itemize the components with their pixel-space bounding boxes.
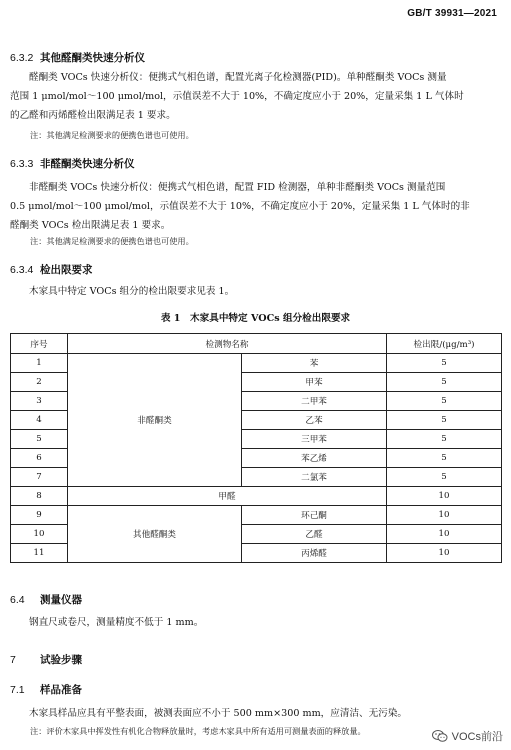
substance-cell: 二甲苯 [242,392,387,411]
table-header-row [11,334,502,354]
header-cell: 序号 [11,334,68,354]
row-number-cell: 10 [11,525,68,544]
substance-cell: 二氯苯 [242,468,387,487]
section-title: 测量仪器 [40,594,82,606]
section-heading-6-3-3 [10,156,135,171]
substance-cell: 乙苯 [242,411,387,430]
row-number-cell: 8 [11,487,68,506]
note-7-1: 注：评价木家具中挥发性有机化合物释放量时，考虑木家具中所有适用可测量表面的释放量。 [30,726,366,736]
limit-cell: 5 [387,430,502,449]
limit-cell: 10 [387,506,502,525]
section-heading-7-1 [10,682,82,697]
section-title: 试验步骤 [40,654,82,666]
substance-cell: 三甲苯 [242,430,387,449]
row-number-cell: 5 [11,430,68,449]
section-heading-6-3-2 [10,50,145,65]
limit-cell: 10 [387,525,502,544]
row-number-cell: 1 [11,354,68,373]
limit-cell: 5 [387,449,502,468]
limit-cell: 5 [387,468,502,487]
substance-cell: 甲苯 [242,373,387,392]
section-number: 7 [10,654,16,666]
row-number-cell: 6 [11,449,68,468]
section-heading-6-4 [10,592,82,607]
limit-cell: 10 [387,544,502,563]
table-title: 表 1 木家具中特定 VOCs 组分检出限要求 [160,313,351,324]
standard-number: GB/T 39931—2021 [407,8,497,19]
paragraph-line: 范围 1 μmol/mol～100 μmol/mol，示值误差不大于 10%，不确定度应小于 20%，定量采集 1 L 气体时 [10,91,464,102]
section-number: 6.4 [10,594,25,606]
row-number-cell: 2 [11,373,68,392]
paragraph-line: 醛酮类 VOCs 快速分析仪：便携式气相色谱，配置光离子化检测器(PID)。单种醛酮类 VOCs 测量 [29,72,447,83]
paragraph-7-1: 木家具样品应具有平整表面，被测表面应不小于 500 mm×300 mm，应清洁、无污染。 [29,708,408,719]
section-number: 7.1 [10,684,25,696]
group-label-cell: 其他醛酮类 [68,506,242,563]
section-number: 6.3.4 [10,264,34,276]
header-cell: 检出限/(μg/m³) [387,334,502,354]
row-number-cell: 7 [11,468,68,487]
limit-cell: 10 [387,487,502,506]
paragraph-6-3-4: 木家具中特定 VOCs 组分的检出限要求见表 1。 [29,286,235,297]
note-6-3-3: 注：其他满足检测要求的便携色谱也可使用。 [30,236,194,246]
paragraph-line: 非醛酮类 VOCs 快速分析仪：便携式气相色谱，配置 FID 检测器，单种非醛酮类 VOCs 测量范围 [29,182,446,193]
section-number: 6.3.2 [10,52,34,64]
wechat-icon [432,729,448,743]
note-6-3-2: 注：其他满足检测要求的便携色谱也可使用。 [30,130,194,140]
section-title: 检出限要求 [40,264,93,276]
substance-cell: 苯乙烯 [242,449,387,468]
substance-cell: 苯 [242,354,387,373]
limit-cell: 5 [387,354,502,373]
section-heading-7 [10,652,82,667]
section-title: 其他醛酮类快速分析仪 [40,52,145,64]
paragraph-6-3-3 [10,178,501,235]
row-number-cell: 4 [11,411,68,430]
group-label-cell: 非醛酮类 [68,354,242,487]
substance-cell: 乙醛 [242,525,387,544]
limit-cell: 5 [387,411,502,430]
section-title: 非醛酮类快速分析仪 [40,158,135,170]
substance-cell: 甲醛 [68,487,387,506]
row-number-cell: 3 [11,392,68,411]
row-number-cell: 9 [11,506,68,525]
paragraph-6-4: 钢直尺或卷尺，测量精度不低于 1 mm。 [29,617,204,628]
limit-cell: 5 [387,373,502,392]
paragraph-line: 的乙醛和丙烯醛检出限满足表 1 要求。 [10,110,176,121]
paragraph-line: 醛酮类 VOCs 检出限满足表 1 要求。 [10,220,171,231]
section-number: 6.3.3 [10,158,34,170]
limit-cell: 5 [387,392,502,411]
detection-limit-table [10,333,502,563]
paragraph-6-3-2 [10,68,501,125]
table-row [11,354,502,373]
watermark [432,728,503,744]
watermark-text: VOCs前沿 [451,731,503,743]
substance-cell: 丙烯醛 [242,544,387,563]
row-number-cell: 11 [11,544,68,563]
section-heading-6-3-4 [10,262,93,277]
table-row [11,506,502,525]
paragraph-line: 0.5 μmol/mol～100 μmol/mol，示值误差不大于 10%，不确定度应小于 20%，定量采集 1 L 气体时的非 [10,201,470,212]
section-title: 样品准备 [40,684,82,696]
table-row [11,487,502,506]
substance-cell: 环己酮 [242,506,387,525]
header-cell: 检测物名称 [68,334,387,354]
